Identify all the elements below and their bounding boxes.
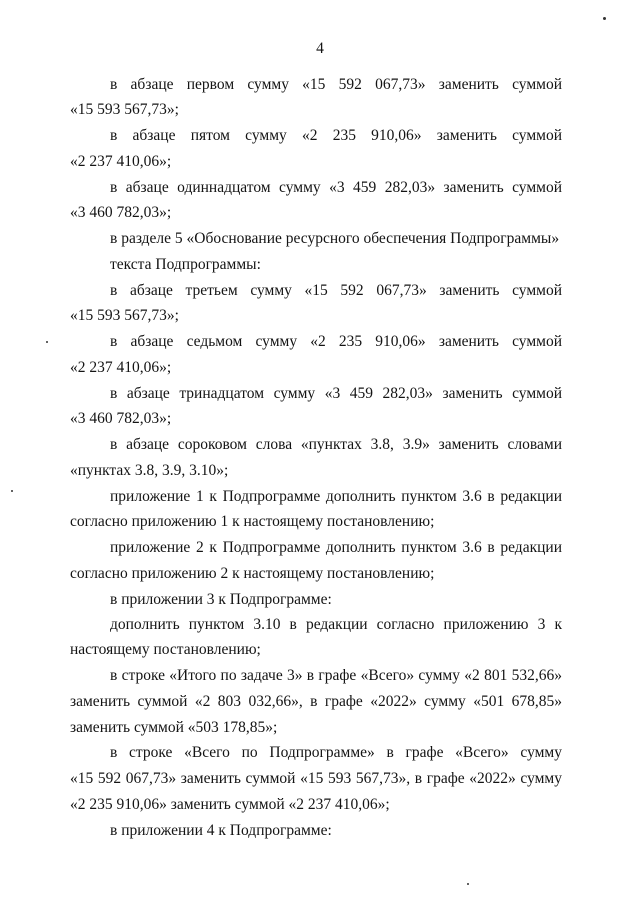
text-line: приложение 2 к Подпрограмме дополнить пунктом 3.6 в редакции	[110, 539, 562, 556]
text-line: в абзаце пятом сумму «2 235 910,06» заменить суммой	[110, 127, 562, 144]
page-number: 4	[316, 40, 324, 57]
text-line: согласно приложению 1 к настоящему постановлению;	[70, 513, 435, 530]
text-line: в приложении 4 к Подпрограмме:	[110, 822, 332, 839]
text-line: в абзаце сороковом слова «пунктах 3.8, 3.9» заменить словами	[110, 436, 562, 453]
text-line: «15 593 567,73»;	[70, 307, 179, 324]
scan-speck	[467, 883, 469, 885]
text-line: приложение 1 к Подпрограмме дополнить пунктом 3.6 в редакции	[110, 488, 562, 505]
scan-speck	[11, 490, 13, 492]
text-line: в абзаце тринадцатом сумму «3 459 282,03» заменить суммой	[110, 385, 562, 402]
text-line: в абзаце одиннадцатом сумму «3 459 282,03» заменить суммой	[110, 179, 562, 196]
text-line: «15 592 067,73» заменить суммой «15 593 567,73», в графе «2022» сумму	[70, 770, 562, 787]
text-line: «3 460 782,03»;	[70, 204, 172, 221]
text-line: дополнить пунктом 3.10 в редакции согласно приложению 3 к	[110, 616, 562, 633]
text-line: «2 237 410,06»;	[70, 153, 172, 170]
text-line: в разделе 5 «Обоснование ресурсного обеспечения Подпрограммы»	[110, 230, 560, 247]
text-line: в абзаце третьем сумму «15 592 067,73» заменить суммой	[110, 282, 562, 299]
text-line: заменить суммой «503 178,85»;	[70, 719, 278, 736]
text-line: согласно приложению 2 к настоящему постановлению;	[70, 565, 435, 582]
text-line: «15 593 567,73»;	[70, 101, 179, 118]
text-line: «3 460 782,03»;	[70, 410, 172, 427]
scan-speck	[46, 341, 48, 343]
text-line: настоящему постановлению;	[70, 641, 261, 658]
text-line: в строке «Итого по задаче 3» в графе «Всего» сумму «2 801 532,66»	[110, 667, 562, 684]
text-line: текста Подпрограммы:	[110, 256, 261, 273]
text-line: в строке «Всего по Подпрограмме» в графе «Всего» сумму	[110, 744, 562, 761]
text-line: в абзаце седьмом сумму «2 235 910,06» заменить суммой	[110, 333, 562, 350]
text-line: «2 237 410,06»;	[70, 359, 172, 376]
text-line: «пунктах 3.8, 3.9, 3.10»;	[70, 462, 229, 479]
text-line: в приложении 3 к Подпрограмме:	[110, 591, 332, 608]
text-line: в абзаце первом сумму «15 592 067,73» заменить суммой	[110, 76, 562, 93]
scan-speck	[603, 17, 606, 20]
text-line: «2 235 910,06» заменить суммой «2 237 410,06»;	[70, 796, 390, 813]
text-line: заменить суммой «2 803 032,66», в графе «2022» сумму «501 678,85»	[70, 693, 562, 710]
